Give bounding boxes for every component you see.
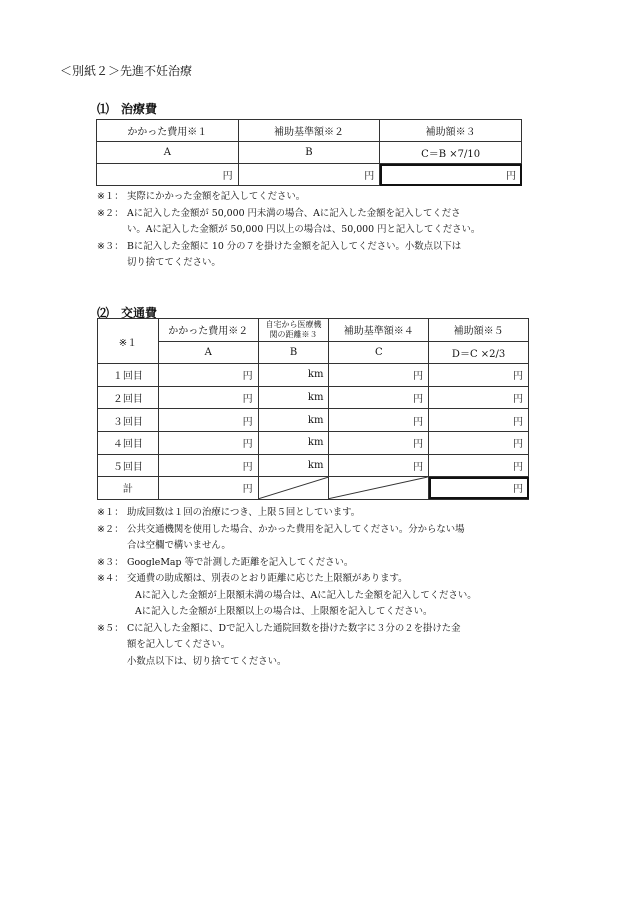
code-c: C＝B ×7/10: [380, 142, 522, 164]
code-c: C: [329, 341, 429, 364]
input-cost[interactable]: 円: [158, 409, 258, 432]
transport-cost-table: [97, 318, 529, 500]
header-cost-paid: かかった費用※１: [97, 120, 239, 142]
total-row: 計 円 円: [98, 477, 529, 500]
header-base-amount: 補助基準額※４: [329, 319, 429, 342]
section1-notes: ※１： 実際にかかった金額を記入してください。 ※２： Aに記入した金額が 50,000 円未満の場合、Aに記入した金額を記入してくださ い。Aに記入した金額が 50,000 円以上の場合は、50,000 円と記入してください。 ※３： Bに記入した金額に 10 分の７を掛けた金額を記入してください。小数点以下は 切り捨ててください。: [97, 189, 537, 272]
section2-title: ⑵ 交通費: [97, 306, 158, 320]
header-times: ※１: [98, 319, 159, 364]
code-d: D＝C ×2/3: [429, 341, 529, 364]
header-base-amount: 補助基準額※２: [238, 120, 380, 142]
input-total-subsidy[interactable]: 円: [429, 477, 529, 500]
header-subsidy: 補助額※３: [380, 120, 522, 142]
code-b: B: [238, 142, 380, 164]
disabled-cell: [329, 477, 429, 500]
input-subsidy[interactable]: 円: [429, 409, 529, 432]
input-cost-paid[interactable]: 円: [97, 164, 239, 186]
note-item: ※５： Cに記入した金額に、Dで記入した通院回数を掛けた数字に３分の２を掛けた金: [97, 622, 461, 634]
section1-title: ⑴ 治療費: [97, 102, 158, 116]
header-subsidy: 補助額※５: [429, 319, 529, 342]
treatment-cost-table: [96, 119, 522, 186]
input-subsidy[interactable]: 円: [429, 386, 529, 409]
input-cost[interactable]: 円: [158, 364, 258, 387]
note-item: ※２： 公共交通機関を使用した場合、かかった費用を記入してください。分からない場: [97, 523, 465, 535]
note-item: ※２： Aに記入した金額が 50,000 円未満の場合、Aに記入した金額を記入してくださ: [97, 207, 461, 219]
note-item: ※４： 交通費の助成額は、別表のとおり距離に応じた上限額があります。: [97, 573, 408, 584]
disabled-cell: [258, 477, 329, 500]
table-row: ２回目 円 km 円 円: [98, 386, 529, 409]
input-base[interactable]: 円: [329, 386, 429, 409]
input-cost[interactable]: 円: [158, 454, 258, 477]
input-cost[interactable]: 円: [158, 386, 258, 409]
input-base-amount[interactable]: 円: [238, 164, 380, 186]
input-distance[interactable]: km: [258, 409, 329, 432]
code-a: A: [158, 341, 258, 364]
input-base[interactable]: 円: [329, 431, 429, 454]
input-base[interactable]: 円: [329, 454, 429, 477]
input-total-cost[interactable]: 円: [158, 477, 258, 500]
note-item: ※３： GoogleMap 等で計測した距離を記入してください。: [97, 556, 354, 568]
input-base[interactable]: 円: [329, 409, 429, 432]
code-b: B: [258, 341, 329, 364]
input-distance[interactable]: km: [258, 386, 329, 409]
document-title: ＜別紙２＞先進不妊治療: [60, 64, 193, 78]
section2-notes: ※１： 助成回数は１回の治療につき、上限５回としています。 ※２： 公共交通機関を使用した場合、かかった費用を記入してください。分からない場 合は空欄で構いません。 ※３： GoogleMap 等で計測した距離を記入してください。 ※４： 交通費の助成額は、別表のとおり距離に応じた上限額があります。 Aに記入した金額が上限額未満の場合は、Aに記入した金額を記入してください。 Aに記入した金額が上限額以上の場合は、上限額を記入してください。 ※５： Cに記入した金額に、Dで記入した通院回数を掛けた数字に３分の２を掛けた金 額を記入してください。 小数点以下は、切り捨ててください。: [97, 505, 537, 670]
input-distance[interactable]: km: [258, 454, 329, 477]
note-item: ※１： 助成回数は１回の治療につき、上限５回としています。: [97, 507, 361, 518]
note-item: ※３： Bに記入した金額に 10 分の７を掛けた金額を記入してください。小数点以下は: [97, 240, 462, 252]
header-cost-paid: かかった費用※２: [158, 319, 258, 342]
input-subsidy[interactable]: 円: [429, 454, 529, 477]
input-subsidy[interactable]: 円: [429, 431, 529, 454]
input-subsidy[interactable]: 円: [380, 164, 522, 186]
input-distance[interactable]: km: [258, 431, 329, 454]
table-row: ３回目 円 km 円 円: [98, 409, 529, 432]
table-row: ４回目 円 km 円 円: [98, 431, 529, 454]
header-distance: 自宅から医療機関の距離※３: [258, 319, 329, 342]
code-a: A: [97, 142, 239, 164]
input-base[interactable]: 円: [329, 364, 429, 387]
input-distance[interactable]: km: [258, 364, 329, 387]
input-cost[interactable]: 円: [158, 431, 258, 454]
input-subsidy[interactable]: 円: [429, 364, 529, 387]
note-item: ※１： 実際にかかった金額を記入してください。: [97, 191, 306, 202]
table-row: ５回目 円 km 円 円: [98, 454, 529, 477]
table-row: １回目 円 km 円 円: [98, 364, 529, 387]
